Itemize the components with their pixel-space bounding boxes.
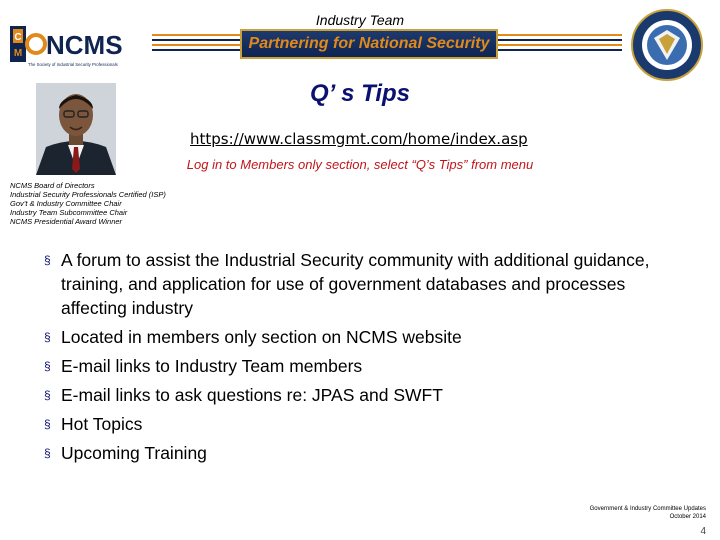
bullet-text: A forum to assist the Industrial Security community with additional guidance, training, and application for use of government databases and processes affecting industry	[61, 250, 650, 318]
bullet-marker-icon: §	[44, 253, 51, 267]
footer-note-line: Government & Industry Committee Updates	[589, 506, 706, 512]
bullet-marker-icon: §	[44, 359, 51, 373]
login-instruction: Log in to Members only section, select “Q’s Tips” from menu	[186, 157, 534, 172]
bullet-text: E-mail links to Industry Team members	[61, 356, 363, 376]
credential-line: Gov’t & Industry Committee Chair	[10, 199, 122, 208]
agency-seal	[630, 8, 704, 82]
credentials-list	[10, 181, 166, 226]
logo-tagline: The Society of Industrial Security Professionals	[28, 62, 118, 67]
bullet-item	[44, 441, 684, 465]
banner: Partnering for National Security	[240, 29, 498, 59]
tips-url-link[interactable]: https://www.classmgmt.com/home/index.asp	[190, 130, 528, 148]
footer-note-line: October 2014	[669, 514, 706, 520]
bullet-marker-icon: §	[44, 330, 51, 344]
page-number: 4	[700, 526, 706, 537]
bullet-item	[44, 325, 684, 349]
bullet-text: Upcoming Training	[61, 443, 207, 463]
bullet-marker-icon: §	[44, 446, 51, 460]
credential-line: NCMS Presidential Award Winner	[10, 217, 123, 226]
bullet-marker-icon: §	[44, 417, 51, 431]
logo-text: NCMS	[46, 30, 123, 60]
footer-note	[590, 505, 706, 521]
header-title: Industry Team	[315, 12, 405, 28]
bullet-text: E-mail links to ask questions re: JPAS and SWFT	[61, 385, 443, 405]
ncms-logo	[10, 26, 150, 68]
bullet-marker-icon: §	[44, 388, 51, 402]
bullet-item	[44, 248, 684, 320]
bullet-item	[44, 354, 684, 378]
bullet-item	[44, 412, 684, 436]
bullet-item	[44, 383, 684, 407]
svg-text:M: M	[13, 48, 23, 59]
bullet-list	[44, 248, 684, 470]
svg-text:C: C	[14, 32, 22, 43]
credential-line: Industry Team Subcommittee Chair	[10, 208, 128, 217]
bullet-text: Hot Topics	[61, 414, 143, 434]
bullet-text: Located in members only section on NCMS website	[61, 327, 462, 347]
page-title: Q’ s Tips	[309, 80, 411, 107]
credential-line: Industrial Security Professionals Certified (ISP)	[10, 190, 166, 199]
credential-line: NCMS Board of Directors	[10, 181, 95, 190]
